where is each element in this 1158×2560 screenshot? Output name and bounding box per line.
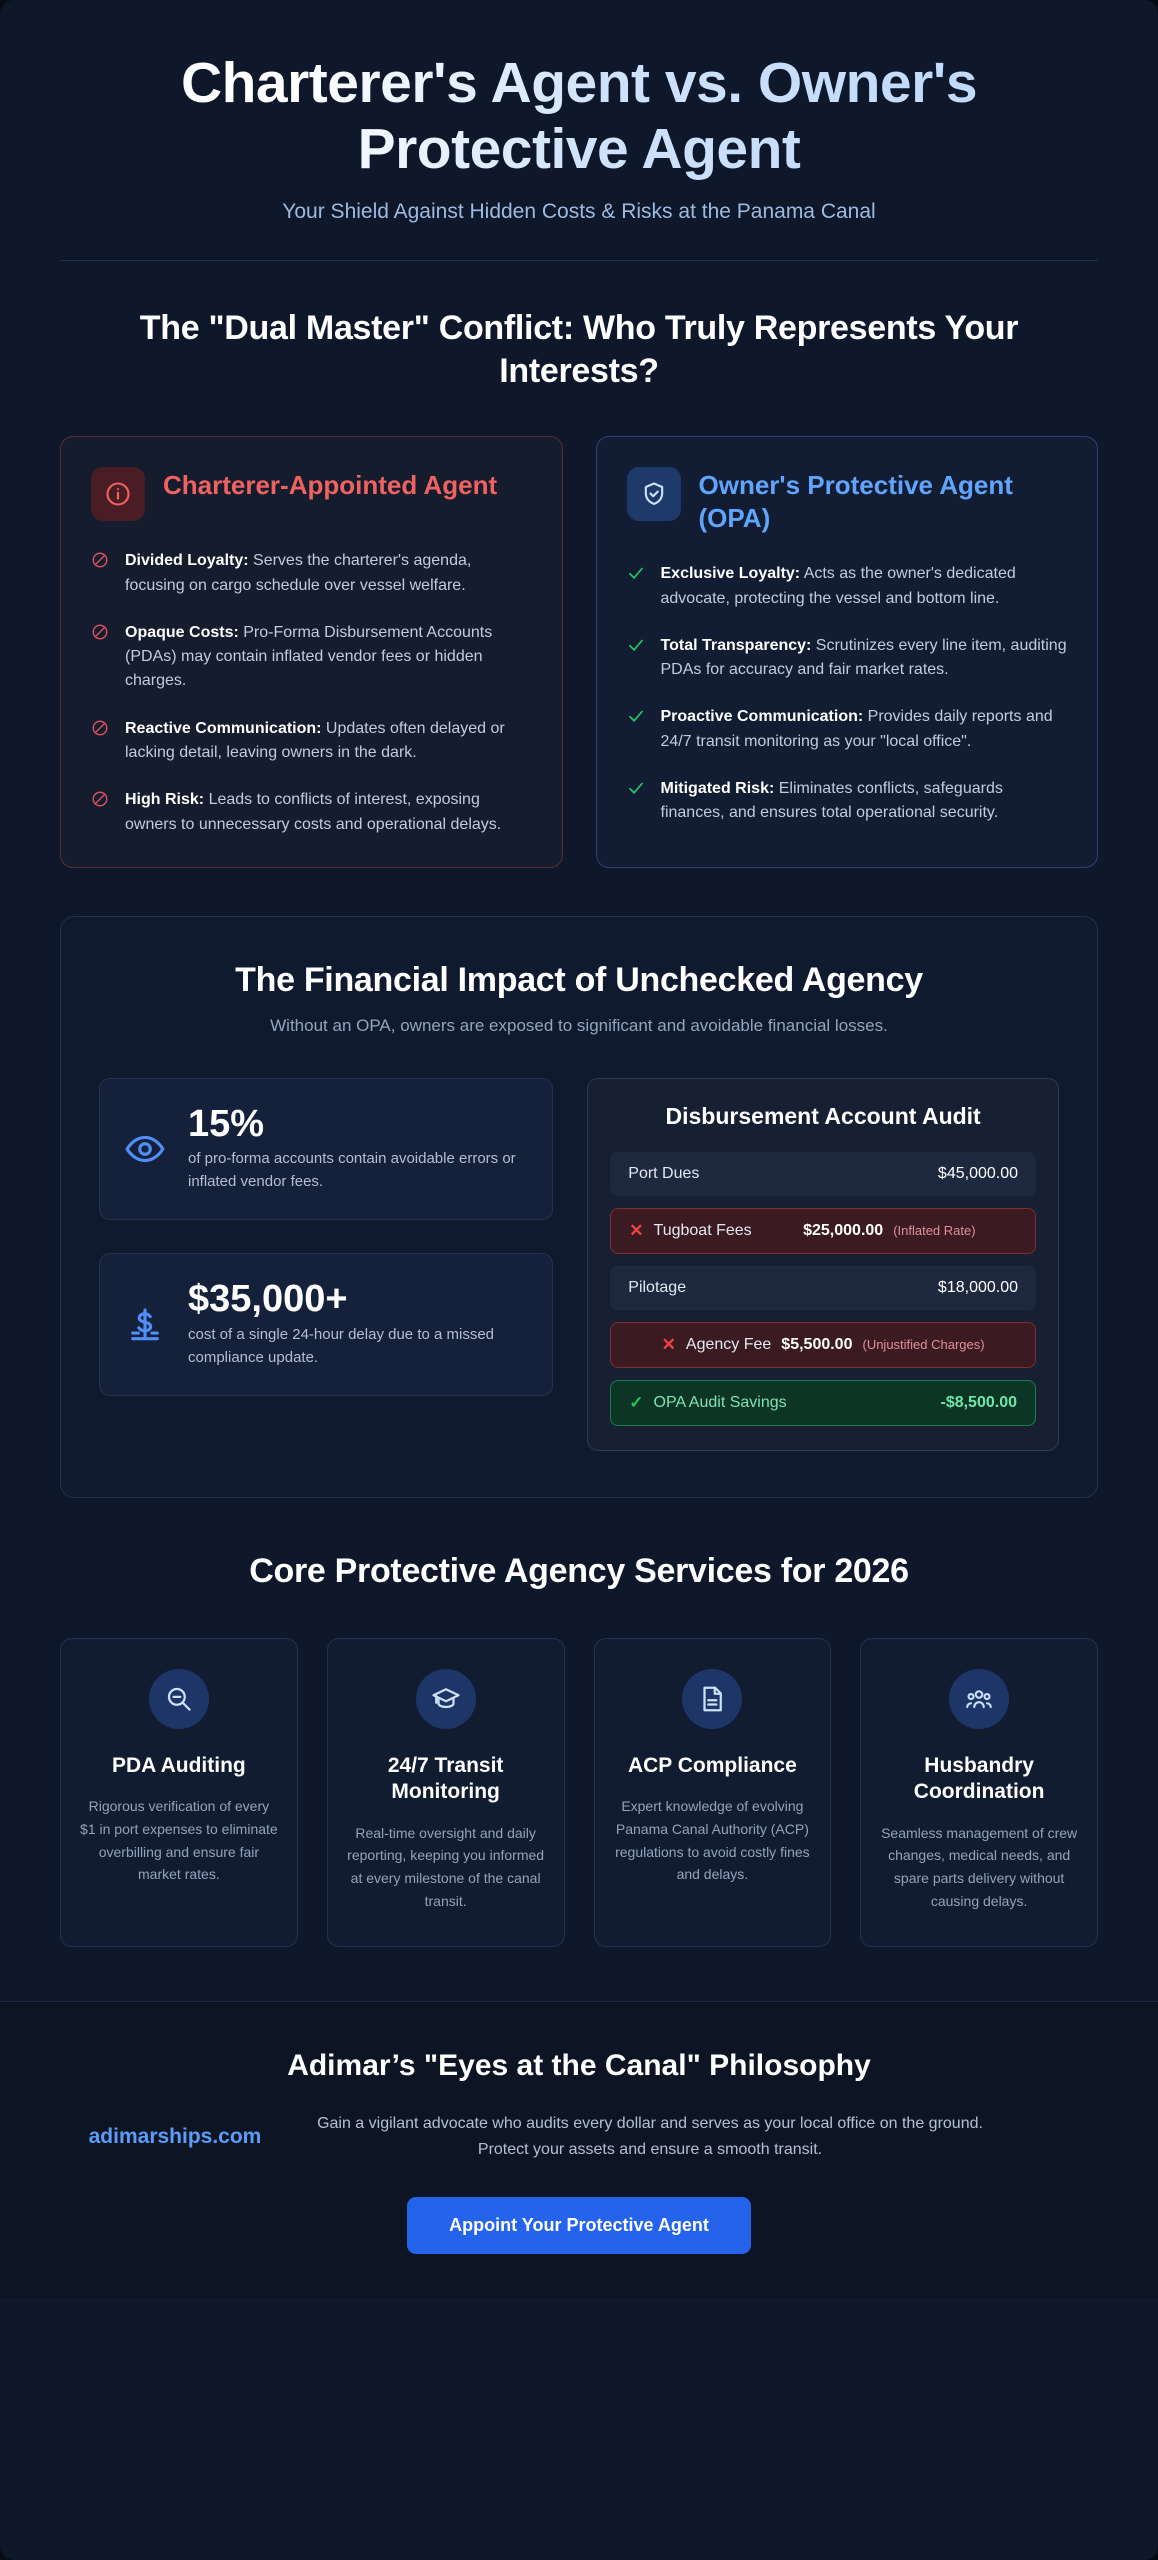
service-description: Seamless management of crew changes, medical needs, and spare parts delivery without causing delays.: [881, 1824, 1078, 1909]
audit-row: [610, 1152, 1036, 1196]
ban-icon: [91, 549, 111, 598]
services-heading: Core Protective Agency Services for 2026: [249, 1551, 909, 1590]
stat-content: [188, 1280, 526, 1369]
list-item-body: Leads to conflicts of interest, exposing owners to unnecessary costs and operational delays.: [125, 791, 502, 833]
audit-title: Disbursement Account Audit: [665, 1102, 981, 1129]
page-title: Charterer's Agent vs. Owner's Protective Agent: [60, 50, 1098, 182]
audit-row-value: $5,500.00: [781, 1335, 853, 1353]
comparison-grid: [60, 436, 1098, 868]
audit-row-note: (Inflated Rate): [893, 1223, 976, 1239]
x-mark-icon: ✕: [661, 1335, 676, 1355]
stat-card-delay-cost: [99, 1253, 553, 1396]
list-item-body: Provides daily reports and 24/7 transit monitoring as your "local office".: [660, 708, 1053, 750]
magnifier-minus-icon: [149, 1669, 209, 1729]
owners-protective-agent-card: [596, 436, 1099, 868]
list-item-text: [661, 634, 1068, 683]
list-item-text: [125, 788, 532, 837]
list-item-label: High Risk:: [125, 791, 205, 809]
ban-icon: [91, 788, 111, 837]
stat-value: 15%: [188, 1102, 265, 1145]
list-item-body: Scrutinizes every line item, auditing PDAs for accuracy and fair market rates.: [660, 636, 1067, 679]
owners-protective-agent-title: Owner's Protective Agent (OPA): [698, 470, 1013, 533]
list-item-label: Exclusive Loyalty:: [660, 565, 801, 583]
stat-description: of pro-forma accounts contain avoidable errors or inflated vendor fees.: [188, 1150, 516, 1190]
financial-heading: The Financial Impact of Unchecked Agency: [235, 961, 923, 1000]
card-header: [91, 467, 532, 521]
list-item: [91, 621, 532, 694]
audit-row-label: Tugboat Fees: [653, 1221, 752, 1239]
list-item: [91, 717, 532, 766]
list-item-label: Total Transparency:: [660, 636, 812, 654]
audit-row-value: $45,000.00: [937, 1164, 1018, 1182]
service-card-transit-monitoring: [327, 1638, 565, 1947]
audit-row-value: $18,000.00: [937, 1278, 1018, 1296]
conflict-heading: The "Dual Master" Conflict: Who Truly Represents Your Interests?: [139, 309, 1019, 390]
stat-card-percentage: [99, 1078, 553, 1221]
list-item: [91, 788, 532, 837]
page-header: [0, 0, 1158, 261]
services-grid: [60, 1638, 1098, 1947]
footer-domain-link[interactable]: adimarships.com: [88, 2125, 262, 2149]
list-item: [627, 705, 1068, 754]
shield-check-icon: [627, 467, 681, 521]
list-item-body: Acts as the owner's dedicated advocate, protecting the vessel and bottom line.: [660, 565, 1016, 607]
stat-description: cost of a single 24-hour delay due to a missed compliance update.: [188, 1326, 495, 1366]
check-icon: [627, 777, 647, 826]
list-item-body: Pro-Forma Disbursement Accounts (PDAs) may contain inflated vendor fees or hidden charges.: [125, 623, 493, 690]
list-item-text: [125, 549, 532, 598]
footer-title: Adimar’s "Eyes at the Canal" Philosophy: [287, 2049, 871, 2083]
financial-grid: [99, 1078, 1059, 1451]
ban-icon: [91, 621, 111, 694]
services-section: [0, 1498, 1158, 1948]
audit-row-value: $25,000.00: [803, 1221, 884, 1239]
financial-panel: [60, 916, 1098, 1498]
stat-cards: [99, 1078, 553, 1397]
charterer-agent-card: [60, 436, 563, 868]
list-item-text: [125, 717, 532, 766]
check-icon: [627, 634, 647, 683]
audit-row-flagged: [610, 1208, 1036, 1254]
service-description: Rigorous verification of every $1 in port expenses to eliminate overbilling and ensure fair market rates.: [80, 1798, 278, 1883]
page-footer: [0, 2002, 1158, 2298]
charterer-agent-list: [91, 549, 532, 837]
footer-body: [60, 2111, 1098, 2163]
list-item-label: Proactive Communication:: [660, 708, 864, 726]
check-icon: [627, 562, 647, 611]
page-subtitle: Your Shield Against Hidden Costs & Risks at the Panama Canal: [282, 200, 876, 224]
audit-row-label: Port Dues: [628, 1164, 700, 1182]
list-item-label: Reactive Communication:: [125, 719, 322, 737]
list-item-text: [661, 705, 1068, 754]
charterer-agent-title: Charterer-Appointed Agent: [163, 470, 498, 501]
service-title: PDA Auditing: [111, 1754, 246, 1778]
list-item-label: Mitigated Risk:: [660, 780, 775, 798]
check-icon: [627, 705, 647, 754]
owners-protective-agent-list: [627, 562, 1068, 826]
appoint-protective-agent-button[interactable]: Appoint Your Protective Agent: [407, 2197, 751, 2254]
eye-icon: [122, 1128, 168, 1170]
stat-content: [188, 1102, 526, 1194]
disbursement-audit-card: [587, 1078, 1059, 1451]
list-item: [91, 549, 532, 598]
list-item-body: Serves the charterer's agenda, focusing on cargo schedule over vessel welfare.: [125, 552, 472, 594]
service-title: ACP Compliance: [627, 1754, 797, 1778]
banknote-dollar-icon: [122, 1304, 168, 1346]
document-icon: [682, 1669, 742, 1729]
service-card-pda-auditing: [60, 1638, 298, 1947]
audit-row: [610, 1266, 1036, 1310]
audit-row-label: Pilotage: [628, 1278, 687, 1296]
list-item-label: Divided Loyalty:: [125, 552, 249, 570]
check-mark-icon: ✓: [629, 1393, 644, 1413]
footer-text: Gain a vigilant advocate who audits every dollar and serves as your local office on the ground. Protect your assets and ensure a smooth transit.: [317, 2115, 983, 2159]
list-item-body: Updates often delayed or lacking detail, leaving owners in the dark.: [125, 719, 505, 762]
service-card-acp-compliance: [594, 1638, 832, 1947]
cta-container: [60, 2197, 1098, 2254]
financial-section: [0, 868, 1158, 1498]
ban-icon: [91, 717, 111, 766]
service-title: Husbandry Coordination: [913, 1754, 1045, 1804]
audit-row-label: OPA Audit Savings: [653, 1393, 787, 1411]
list-item-text: [661, 777, 1068, 826]
list-item: [627, 777, 1068, 826]
financial-subheading: Without an OPA, owners are exposed to significant and avoidable financial losses.: [270, 1015, 888, 1035]
service-card-husbandry-coordination: [860, 1638, 1098, 1947]
audit-row-note: (Unjustified Charges): [862, 1337, 985, 1353]
audit-row-value: -$8,500.00: [940, 1393, 1017, 1411]
service-description: Expert knowledge of evolving Panama Canal Authority (ACP) regulations to avoid costly fines and delays.: [615, 1798, 810, 1883]
alert-info-icon: [91, 467, 145, 521]
conflict-section: [0, 261, 1158, 868]
list-item-text: [125, 621, 532, 694]
audit-panel: [587, 1078, 1059, 1451]
card-header: [627, 467, 1068, 534]
stat-value: $35,000+: [188, 1278, 348, 1321]
list-item: [627, 634, 1068, 683]
audit-row-flagged: [610, 1322, 1036, 1368]
service-description: Real-time oversight and daily reporting, keeping you informed at every milestone of the canal transit.: [347, 1824, 545, 1909]
users-group-icon: [949, 1669, 1009, 1729]
list-item: [627, 562, 1068, 611]
audit-row-label: Agency Fee: [685, 1335, 772, 1353]
audit-row-savings: [610, 1380, 1036, 1426]
list-item-label: Opaque Costs:: [125, 623, 239, 641]
list-item-body: Eliminates conflicts, safeguards finances, and ensures total operational security.: [660, 780, 1003, 822]
x-mark-icon: ✕: [629, 1221, 644, 1241]
graduation-cap-icon: [416, 1669, 476, 1729]
service-title: 24/7 Transit Monitoring: [387, 1754, 504, 1804]
list-item-text: [661, 562, 1068, 611]
